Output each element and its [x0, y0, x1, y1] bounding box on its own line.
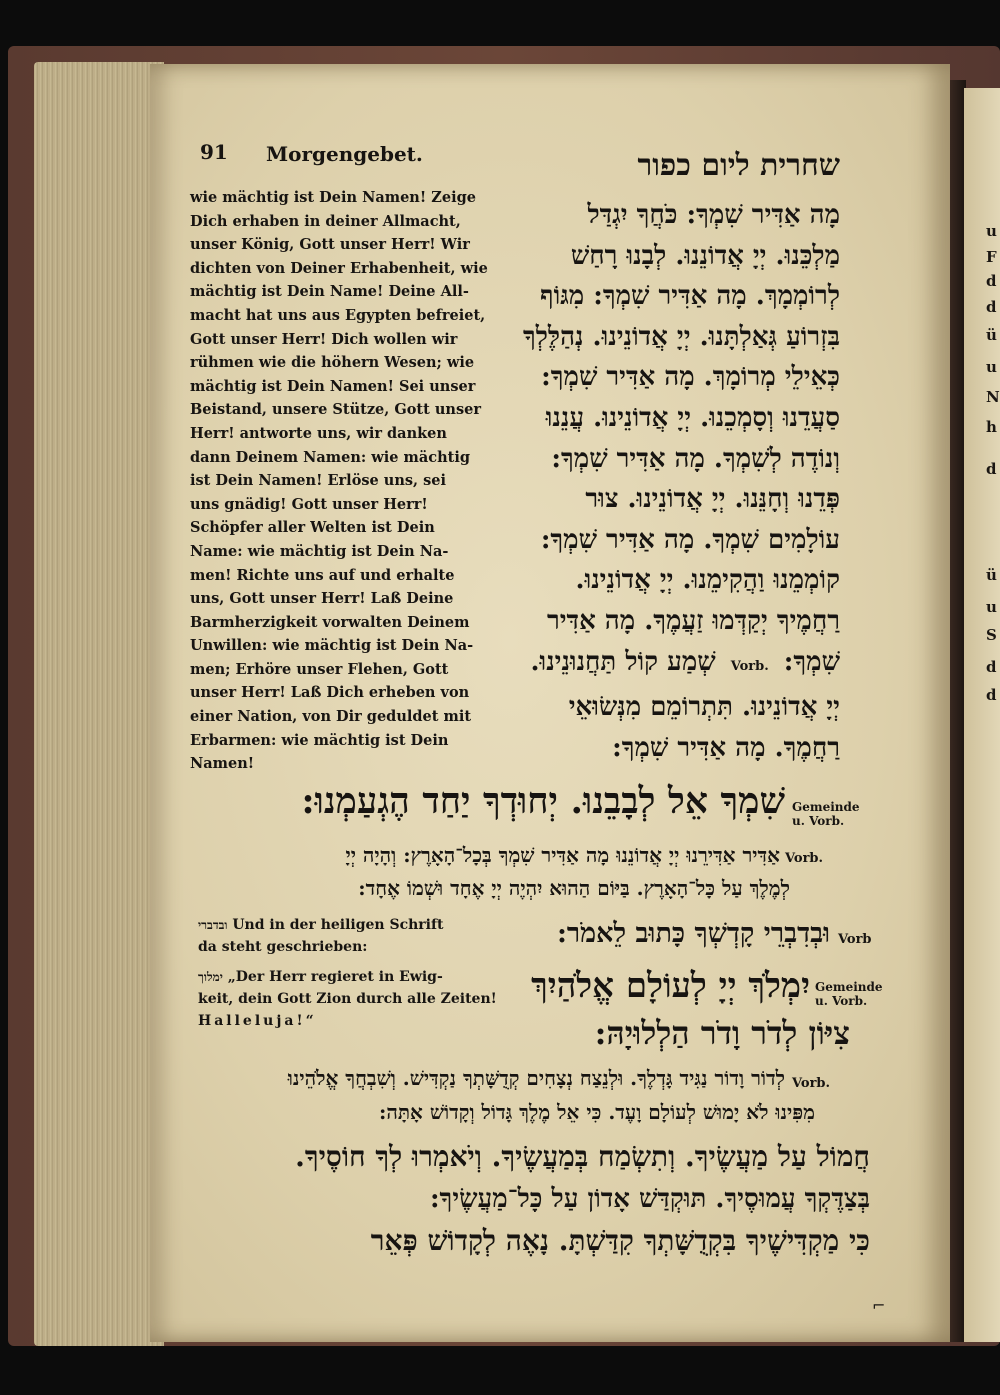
shema-line: שִׁמְךָ אֵל לְבָבֵנוּ. יְחוּדְךָ יַחַד הֶגְעַמְנוּ:: [301, 780, 785, 822]
hebrew-line: מָה אַדִּיר שִׁמְךָ: כֹּחֲךָ יִגְדַּל: [587, 200, 840, 230]
role-vorb: Vorb: [838, 932, 872, 947]
next-page-letter: ü: [986, 326, 997, 344]
german-line: uns, Gott unser Herr! Laß Deine: [190, 590, 454, 608]
next-page-letter: u: [986, 358, 997, 376]
german-line: dichten von Deiner Erhabenheit, wie: [190, 259, 488, 277]
vorb-line: לְדוֹר וָדוֹר נַגִּיד גָּדְלֶךָ. וּלְנֵצַח נְצָחִים קְדֻשָּׁתְךָ נַקְדִּישׁ. וְשִׁבְחֲךָ אֱלֹהֵינוּ: [287, 1066, 785, 1090]
german-translation-column: [190, 186, 486, 776]
german-line: dann Deinem Namen: wie mächtig: [190, 448, 471, 466]
scripture-line: צִיּוֹן לְדֹר וָדֹר הַלְלוּיָהּ:: [594, 1014, 850, 1052]
next-page-letter: h: [986, 418, 997, 436]
hebrew-line: לְרוֹמְמָךְ. מָה אַדִּיר שִׁמְךָ: מִגּוֹף: [540, 281, 840, 312]
german-line: Barmherzigkeit vorwalten Deinem: [190, 613, 470, 631]
corner-mark: ⌐: [872, 1296, 886, 1315]
vorb-label: Vorb.: [730, 658, 769, 674]
quote-line: keit, dein Gott Zion durch alle Zeiten!: [198, 991, 497, 1007]
hebrew-fragment: שְׁמַע קוֹל תַּחֲנוּנֵינוּ.: [530, 646, 716, 677]
hebrew-line: מַלְכֵּנוּ. יְיָ אֲדוֹנֵנוּ. לְבָנוּ רָחַשׁ: [570, 240, 840, 271]
running-title: Morgengebet.: [266, 142, 423, 166]
next-page-letter: F: [986, 248, 997, 266]
german-line: macht hat uns aus Egypten befreiet,: [190, 306, 486, 324]
page-number: 91: [200, 140, 228, 164]
next-page-letter: u: [986, 598, 997, 616]
psalm-quote: [198, 966, 497, 1032]
note-line: Und in der heiligen Schrift: [232, 917, 444, 933]
german-line: men; Erhöre unser Flehen, Gott: [190, 660, 449, 678]
hebrew-line: בִּזְרוֹעַ גְּאַלְתָּנוּ. יְיָ אֲדוֹנֵינוּ. נְהַלֶּלְךָ: [522, 321, 840, 352]
final-line: בְּצַדֶּקְךָ עֲמוּסֶיךָ. תּוּקְדַּשׁ אָדוֹן עַל כָּל־מַעֲשֶׂיךָ:: [429, 1184, 870, 1214]
next-page-letter: d: [986, 658, 997, 676]
role-label: [792, 800, 860, 828]
next-page-letter: u: [986, 222, 997, 240]
german-line: unser König, Gott unser Herr! Wir: [190, 236, 470, 254]
german-line: Erbarmen: wie mächtig ist Dein: [190, 731, 449, 749]
final-line: חֲמוֹל עַל מַעֲשֶׂיךָ. וְתִשְׂמַח בְּמַעֲשֶׂיךָ. וְיֹאמְרוּ לְךָ חוֹסֶיךָ.: [295, 1140, 870, 1173]
next-page-letter: d: [986, 272, 997, 290]
hebrew-line: כְּאֵילֵי מְרוֹמָךְ. מָה אַדִּיר שִׁמְךָ:: [541, 362, 840, 393]
hebrew-prayer-column: [515, 195, 840, 768]
hebrew-line: סַעֲדֵנוּ וְסָמְכֵנוּ. יְיָ אֲדוֹנֵינוּ. עֲנֵנוּ: [545, 402, 840, 433]
next-page-fragment: [964, 88, 1000, 1342]
german-line: rühmen wie die höhern Wesen; wie: [190, 354, 475, 372]
final-line: כִּי מַקְדִּישֶׁיךָ בִּקְדֻשָּׁתְךָ קִדַּשְׁתָּ. נָאֶה לְקָדוֹשׁ פְּאֵר: [370, 1224, 870, 1257]
role-vorb: u. Vorb.: [815, 994, 868, 1008]
german-line: Namen!: [190, 755, 255, 773]
hebrew-fragment: שִׁמְךָ:: [783, 646, 840, 677]
quote-line: Halleluja!“: [198, 1013, 317, 1029]
role-vorb: u. Vorb.: [792, 814, 845, 828]
german-line: unser Herr! Laß Dich erheben von: [190, 684, 470, 702]
hebrew-line: יְיָ אֲדוֹנֵינוּ. תִּתְרוֹמֵם מִנְּשׂוּאֵי: [568, 692, 840, 723]
vorb-line: מִפִּינוּ לֹא יָמוּשׁ לְעוֹלָם וָעֶד. כִּי אֵל מֶלֶךְ גָּדוֹל וְקָדוֹשׁ אָתָּה:: [378, 1100, 815, 1124]
hebrew-line: פְּדֵנוּ וְחָנֵּנוּ. יְיָ אֲדוֹנֵינוּ. צוּר: [585, 484, 840, 515]
hebrew-line: וְנוֹדֶה לְשִׁמְךָ. מָה אַדִּיר שִׁמְךָ:: [551, 443, 840, 474]
role-vorb: Vorb.: [792, 1076, 831, 1091]
next-page-letter: N: [986, 388, 1000, 406]
german-line: Beistand, unsere Stütze, Gott unser: [190, 401, 481, 419]
hebrew-keyword: ימלוך: [198, 970, 223, 984]
hebrew-line: רַחֲמֶךָ. מָה אַדִּיר שִׁמְךָ:: [612, 732, 840, 763]
german-line: Name: wie mächtig ist Dein Na-: [190, 542, 449, 560]
hebrew-line: רַחֲמֶיךָ יְקַדְּמוּ זַעֲמֶךָ. מָה אַדִּיר: [546, 605, 840, 636]
german-line: Herr! antworte uns, wir danken: [190, 424, 447, 442]
german-line: Schöpfer aller Welten ist Dein: [190, 519, 435, 537]
next-page-letter: d: [986, 460, 997, 478]
next-page-letter: ü: [986, 566, 997, 584]
hebrew-keyword: ובדברי: [198, 918, 228, 932]
next-page-letter: d: [986, 298, 997, 316]
hebrew-title: שחרית ליום כפור: [637, 148, 840, 183]
german-line: Gott unser Herr! Dich wollen wir: [190, 330, 458, 348]
page-edges: [34, 62, 164, 1346]
hebrew-line: קוֹמְמֵנוּ וַהֲקִימֵנוּ. יְיָ אֲדוֹנֵינוּ.: [575, 565, 840, 596]
german-line: mächtig ist Dein Namen! Sei unser: [190, 377, 476, 395]
role-label: [815, 980, 883, 1008]
scripture-line: יִמְלֹךְ יְיָ לְעוֹלָם אֱלֹהַיִךְ: [531, 966, 810, 1006]
german-line: uns gnädig! Gott unser Herr!: [190, 495, 428, 513]
next-page-letter: d: [986, 686, 997, 704]
german-line: wie mächtig ist Dein Namen! Zeige: [190, 189, 476, 206]
german-line: Unwillen: wie mächtig ist Dein Na-: [190, 637, 474, 655]
next-page-letter: S: [986, 626, 997, 644]
german-line: mächtig ist Dein Name! Deine All-: [190, 283, 469, 301]
vorb-line: לְמֶלֶךְ עַל כָּל־הָאָרֶץ. בַּיּוֹם הַהוּא יִהְיֶה יְיָ אֶחָד וּשְׁמוֹ אֶחָד:: [358, 876, 790, 900]
quote-line: „Der Herr regieret in Ewig-: [227, 969, 443, 985]
german-line: men! Richte uns auf und erhalte: [190, 566, 455, 584]
scripture-note: [198, 914, 443, 958]
role-vorb: Vorb.: [785, 851, 824, 866]
scripture-line: וּבְדִבְרֵי קָדְשְׁךָ כָּתוּב לֵאמֹר:: [556, 918, 830, 949]
hebrew-line: עוֹלָמִים שִׁמְךָ. מָה אַדִּיר שִׁמְךָ:: [540, 524, 840, 555]
german-line: einer Nation, von Dir geduldet mit: [190, 708, 472, 726]
role-gemeinde: Gemeinde: [792, 800, 860, 814]
role-gemeinde: Gemeinde: [815, 980, 883, 994]
note-line: da steht geschrieben:: [198, 939, 368, 955]
vorb-line: אַדִּיר אַדִּירֵנוּ יְיָ אֲדוֹנֵנוּ מָה אַדִּיר שִׁמְךָ בְּכָל־הָאָרֶץ: וְהָיָה יְיָ: [345, 843, 780, 867]
hebrew-line-with-vorb: [515, 642, 840, 688]
german-line: ist Dein Namen! Erlöse uns, sei: [190, 472, 447, 490]
german-line: Dich erhaben in deiner Allmacht,: [190, 212, 461, 230]
